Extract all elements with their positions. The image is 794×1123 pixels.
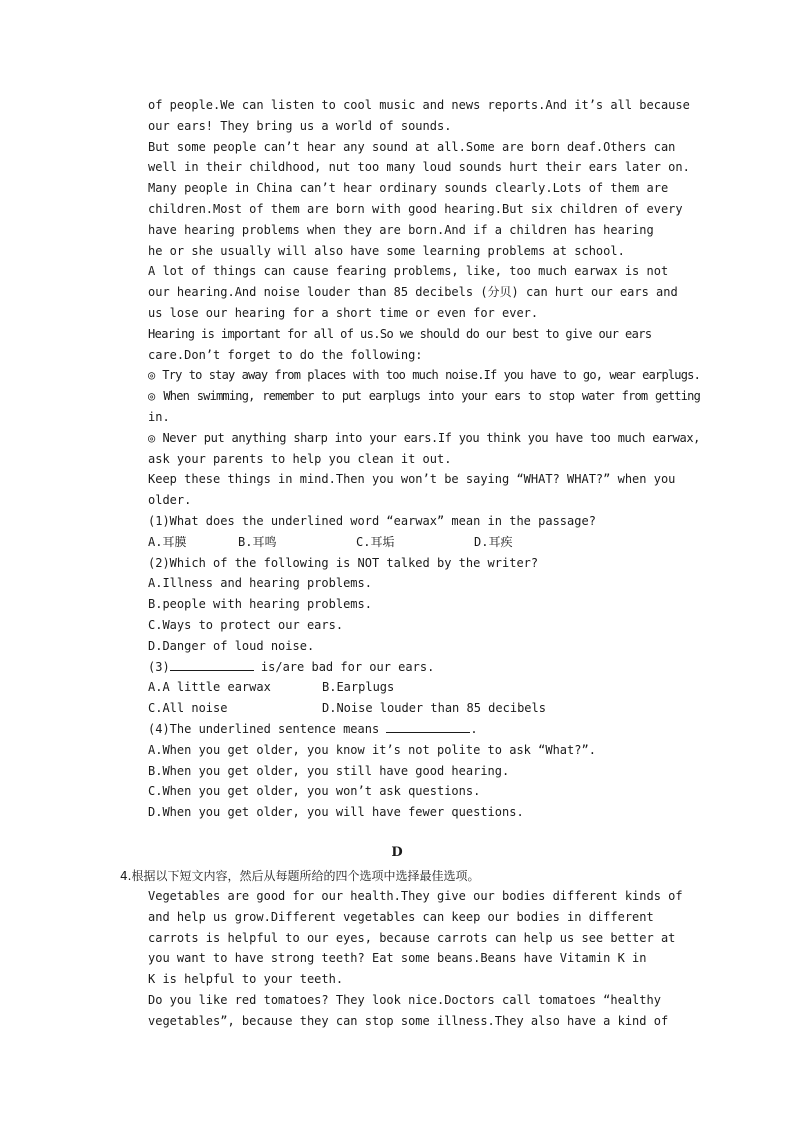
passage-line: you want to have strong teeth? Eat some beans.Beans have Vitamin K in bbox=[148, 951, 647, 966]
passage-line: Keep these things in mind.Then you won’t be saying “WHAT? WHAT?” when you bbox=[148, 472, 676, 487]
section-instruction: 4.根据以下短文内容，然后从每题所给的四个选项中选择最佳选项。 bbox=[120, 869, 480, 883]
passage-line: of people.We can listen to cool music and news reports.And it’s all because bbox=[148, 98, 690, 112]
passage-line: carrots is helpful to our eyes, because carrots can help us see better at bbox=[148, 930, 676, 945]
question-1-stem: (1)What does the underlined word “earwax” mean in the passage? bbox=[148, 513, 596, 528]
passage-line: have hearing problems when they are born.And if a children has hearing bbox=[148, 222, 654, 237]
option-b[interactable]: B.When you get older, you still have good hearing. bbox=[148, 763, 510, 778]
option-d[interactable]: D.Noise louder than 85 decibels bbox=[322, 701, 546, 716]
question-3-prefix: (3) bbox=[148, 659, 170, 674]
passage-line: A lot of things can cause fearing problems, like, too much earwax is not bbox=[148, 264, 669, 279]
passage-line: Hearing is important for all of us.So we should do our best to give our ears bbox=[148, 326, 652, 341]
passage-line: older. bbox=[148, 493, 192, 508]
question-2-stem: (2)Which of the following is NOT talked by the writer? bbox=[148, 555, 539, 570]
answer-blank[interactable] bbox=[170, 657, 254, 671]
option-c[interactable]: C.Ways to protect our ears. bbox=[148, 617, 344, 632]
option-d[interactable]: D.Danger of loud noise. bbox=[148, 638, 315, 653]
passage-d bbox=[148, 886, 700, 1032]
passage-line: vegetables”, because they can stop some illness.They also have a kind of bbox=[148, 1013, 669, 1028]
passage-line: our hearing.And noise louder than 85 decibels (分贝) can hurt our ears and bbox=[148, 285, 678, 300]
passage-line: ◎ When swimming, remember to put earplugs into your ears to stop water from getting bbox=[148, 389, 700, 404]
option-a[interactable]: A.A little earwax bbox=[148, 680, 271, 695]
option-a[interactable]: A.When you get older, you know it’s not polite to ask “What?”. bbox=[148, 742, 596, 757]
question-3-options-row-1 bbox=[148, 677, 700, 698]
option-a[interactable]: A.Illness and hearing problems. bbox=[148, 576, 372, 591]
option-c[interactable]: C.耳垢 bbox=[356, 534, 395, 549]
passage-line: Do you like red tomatoes? They look nice.Doctors call tomatoes “healthy bbox=[148, 992, 661, 1007]
passage-line: Many people in China can’t hear ordinary sounds clearly.Lots of them are bbox=[148, 181, 669, 196]
passage-line: in. bbox=[148, 409, 170, 424]
section-heading: D bbox=[391, 845, 403, 860]
option-d[interactable]: D.耳疾 bbox=[474, 534, 513, 549]
question-3-options-row-2 bbox=[148, 698, 700, 719]
option-a[interactable]: A.耳膜 bbox=[148, 534, 187, 549]
passage-line: us lose our hearing for a short time or even for ever. bbox=[148, 305, 539, 320]
question-1-options bbox=[148, 532, 700, 553]
passage-line: our ears! They bring us a world of sounds. bbox=[148, 118, 452, 133]
question-4-suffix: . bbox=[470, 721, 478, 736]
option-b[interactable]: B.Earplugs bbox=[322, 680, 395, 695]
option-b[interactable]: B.people with hearing problems. bbox=[148, 597, 372, 612]
passage-line: care.Don’t forget to do the following: bbox=[148, 347, 423, 362]
option-c[interactable]: C.When you get older, you won’t ask questions. bbox=[148, 784, 481, 799]
option-d[interactable]: D.When you get older, you will have fewer questions. bbox=[148, 805, 524, 820]
passage-line: Vegetables are good for our health.They give our bodies different kinds of bbox=[148, 889, 683, 903]
option-b[interactable]: B.耳鸣 bbox=[238, 534, 277, 549]
passage-line: ◎ Try to stay away from places with too much noise.If you have to go, wear earplugs. bbox=[148, 368, 700, 383]
question-3-suffix: is/are bad for our ears. bbox=[253, 659, 435, 674]
passage-line: he or she usually will also have some learning problems at school. bbox=[148, 243, 625, 258]
passage-line: and help us grow.Different vegetables can keep our bodies in different bbox=[148, 909, 654, 924]
passage-line: ◎ Never put anything sharp into your ears.If you think you have too much earwax, bbox=[148, 430, 700, 445]
passage-line: well in their childhood, nut too many loud sounds hurt their ears later on. bbox=[148, 160, 690, 175]
answer-blank[interactable] bbox=[386, 719, 470, 733]
question-4-prefix: (4)The underlined sentence means bbox=[148, 721, 387, 736]
passage-line: children.Most of them are born with good hearing.But six children of every bbox=[148, 201, 683, 216]
passage-c bbox=[148, 95, 700, 823]
option-c[interactable]: C.All noise bbox=[148, 701, 228, 716]
passage-line: ask your parents to help you clean it out. bbox=[148, 451, 452, 466]
question-3-stem bbox=[148, 657, 700, 678]
passage-line: But some people can’t hear any sound at all.Some are born deaf.Others can bbox=[148, 139, 676, 154]
passage-line: K is helpful to your teeth. bbox=[148, 972, 344, 987]
question-4-stem bbox=[148, 719, 700, 740]
